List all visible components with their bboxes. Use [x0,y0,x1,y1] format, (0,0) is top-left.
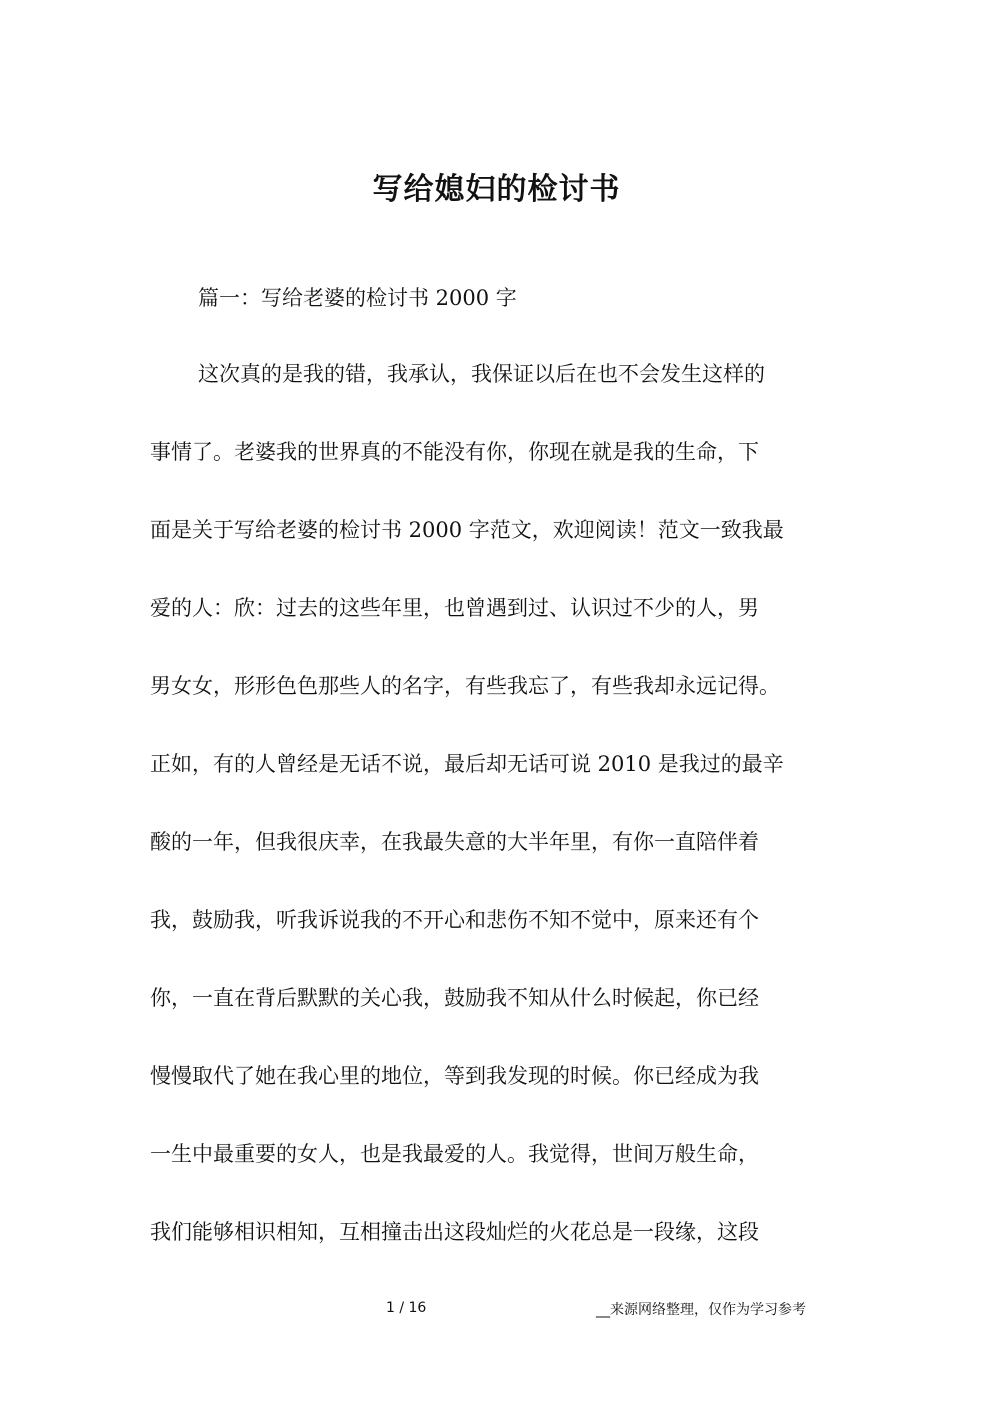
paragraph-line: 酸的一年，但我很庆幸，在我最失意的大半年里，有你一直陪伴着 [150,830,759,854]
document-title: 写给媳妇的检讨书 [372,172,621,207]
paragraph-line: 男女女，形形色色那些人的名字，有些我忘了，有些我却永远记得。 [150,674,780,698]
footer-note: __来源网络整理，仅作为学习参考 [596,1302,806,1318]
paragraph-line: 爱的人：欣：过去的这些年里，也曾遇到过、认识过不少的人，男 [150,596,759,620]
paragraph-line: 你，一直在背后默默的关心我，鼓励我不知从什么时候起，你已经 [150,986,759,1010]
paragraph-line: 我，鼓励我，听我诉说我的不开心和悲伤不知不觉中，原来还有个 [150,908,759,932]
paragraph-line: 正如，有的人曾经是无话不说，最后却无话可说 2010 是我过的最辛 [150,752,784,776]
document-subtitle: 篇一：写给老婆的检讨书 2000 字 [198,286,517,310]
paragraph-line: 这次真的是我的错，我承认，我保证以后在也不会发生这样的 [198,362,765,386]
paragraph-line: 一生中最重要的女人，也是我最爱的人。我觉得，世间万般生命， [150,1142,759,1166]
paragraph-line: 面是关于写给老婆的检讨书 2000 字范文，欢迎阅读！范文一致我最 [150,518,784,542]
paragraph-line: 事情了。老婆我的世界真的不能没有你，你现在就是我的生命，下 [150,440,759,464]
page-indicator: 1 / 16 [386,1300,427,1316]
paragraph-line: 我们能够相识相知，互相撞击出这段灿烂的火花总是一段缘，这段 [150,1220,759,1244]
paragraph-line: 慢慢取代了她在我心里的地位，等到我发现的时候。你已经成为我 [150,1064,759,1088]
